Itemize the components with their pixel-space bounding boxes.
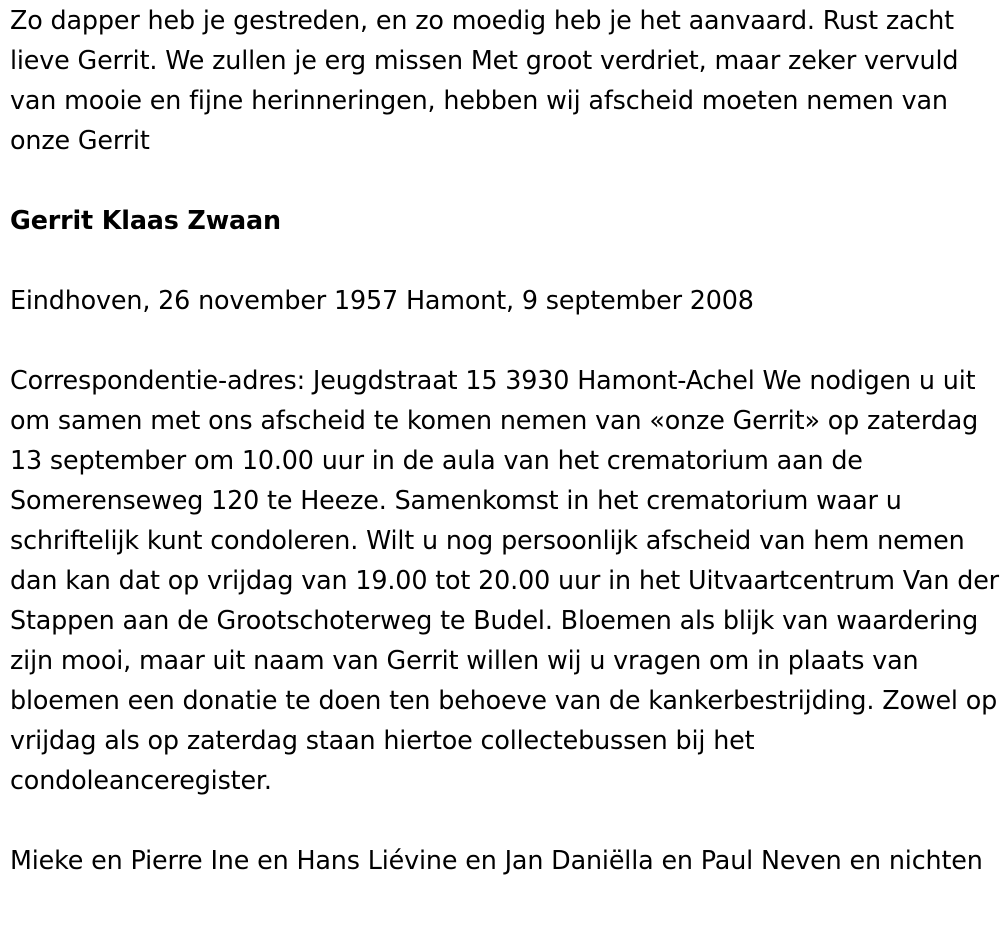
spacer	[10, 320, 1000, 360]
spacer	[10, 240, 1000, 280]
family-paragraph: Mieke en Pierre Ine en Hans Liévine en Jan Daniëlla en Paul Neven en nichten	[10, 845, 983, 875]
intro-paragraph: Zo dapper heb je gestreden, en zo moedig heb je het aanvaard. Rust zacht lieve Gerrit. We zullen je erg missen Met groot verdriet, maar zeker vervuld van mooie en fijne herinneringen, hebben wij afscheid moeten nemen van onze Gerrit	[10, 5, 959, 155]
birth-death-dates: Eindhoven, 26 november 1957 Hamont, 9 september 2008	[10, 285, 754, 315]
spacer	[10, 160, 1000, 200]
deceased-name: Gerrit Klaas Zwaan	[10, 205, 281, 235]
spacer	[10, 800, 1000, 840]
details-paragraph: Correspondentie-adres: Jeugdstraat 15 3930 Hamont-Achel We nodigen u uit om samen met ons afscheid te komen nemen van «onze Gerrit» op zaterdag 13 september om 10.00 uur in de aula van het crematorium aan de Somerenseweg 120 te Heeze. Samenkomst in het crematorium waar u schriftelijk kunt condoleren. Wilt u nog persoonlijk afscheid van hem nemen dan kan dat op vrijdag van 19.00 tot 20.00 uur in het Uitvaartcentrum Van der Stappen aan de Grootschoterweg te Budel. Bloemen als blijk van waardering zijn mooi, maar uit naam van Gerrit willen wij u vragen om in plaats van bloemen een donatie te doen ten behoeve van de kankerbestrijding. Zowel op vrijdag als op zaterdag staan hiertoe collectebussen bij het condoleanceregister.	[10, 365, 999, 795]
